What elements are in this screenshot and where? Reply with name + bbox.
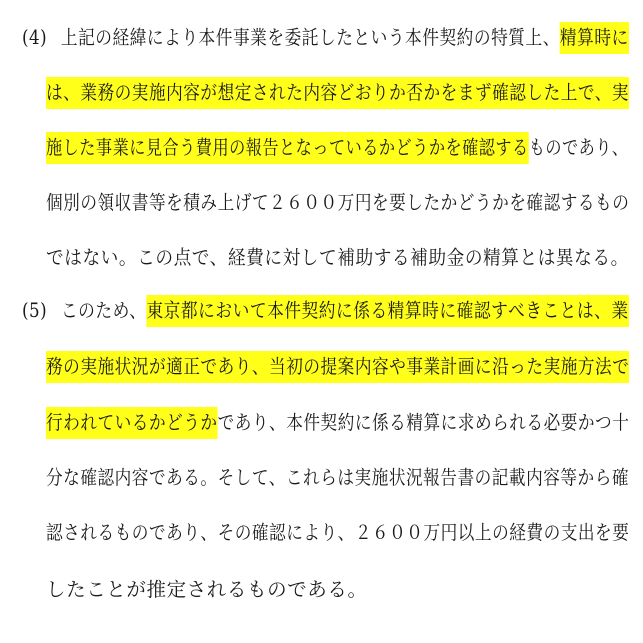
paragraph-5-line-1 bbox=[22, 296, 629, 326]
paragraph-5-line-4 bbox=[46, 463, 629, 493]
paragraph-5-line-3-highlight: 行われているかどうか bbox=[46, 407, 218, 439]
paragraph-4-line-3-text: ものであり、 bbox=[528, 136, 629, 159]
paragraph-5-line-3 bbox=[46, 408, 629, 438]
paragraph-4-line-1-highlight: 精算時に bbox=[560, 22, 629, 54]
paragraph-4-line-1 bbox=[22, 23, 629, 53]
paragraph-4-number: (4) bbox=[22, 26, 48, 49]
paragraph-5-line-2-highlight: 務の実施状況が適正であり、当初の提案内容や事業計画に沿った実施方法で bbox=[46, 351, 629, 383]
paragraph-5-line-5-text: 認されるものであり、その確認により、２６００万円以上の経費の支出を要 bbox=[46, 521, 630, 544]
paragraph-4-line-2-highlight: は、業務の実施内容が想定された内容どおりか否かをまず確認した上で、実 bbox=[46, 77, 629, 109]
paragraph-5-line-1-text: このため、 bbox=[60, 299, 147, 322]
paragraph-5-line-5 bbox=[46, 518, 629, 548]
paragraph-4-line-2 bbox=[46, 78, 629, 108]
paragraph-4-line-1-text: 上記の経緯により本件事業を委託したという本件契約の特質上、 bbox=[60, 26, 560, 49]
paragraph-4-line-3-highlight: 施した事業に見合う費用の報告となっているかどうかを確認する bbox=[46, 132, 529, 164]
paragraph-5-line-6-text: したことが推定されるものである。 bbox=[46, 578, 368, 601]
paragraph-4-line-4 bbox=[46, 188, 629, 218]
paragraph-4-line-4-text: 個別の領収書等を積み上げて２６００万円を要したかどうかを確認するもの bbox=[46, 191, 630, 214]
paragraph-5-line-3-text: であり、本件契約に係る精算に求められる必要かつ十 bbox=[217, 411, 630, 434]
paragraph-5-number: (5) bbox=[22, 299, 48, 322]
paragraph-4-line-3 bbox=[46, 133, 629, 163]
paragraph-4-line-5-text: ではない。この点で、経費に対して補助する補助金の精算とは異なる。 bbox=[46, 246, 629, 269]
paragraph-5-line-2 bbox=[46, 352, 629, 382]
paragraph-5-line-4-text: 分な確認内容である。そして、これらは実施状況報告書の記載内容等から確 bbox=[46, 466, 630, 489]
paragraph-5-line-1-highlight: 東京都において本件契約に係る精算時に確認すべきことは、業 bbox=[146, 295, 628, 327]
paragraph-4-line-5 bbox=[46, 243, 629, 273]
paragraph-5-line-6 bbox=[46, 575, 368, 605]
